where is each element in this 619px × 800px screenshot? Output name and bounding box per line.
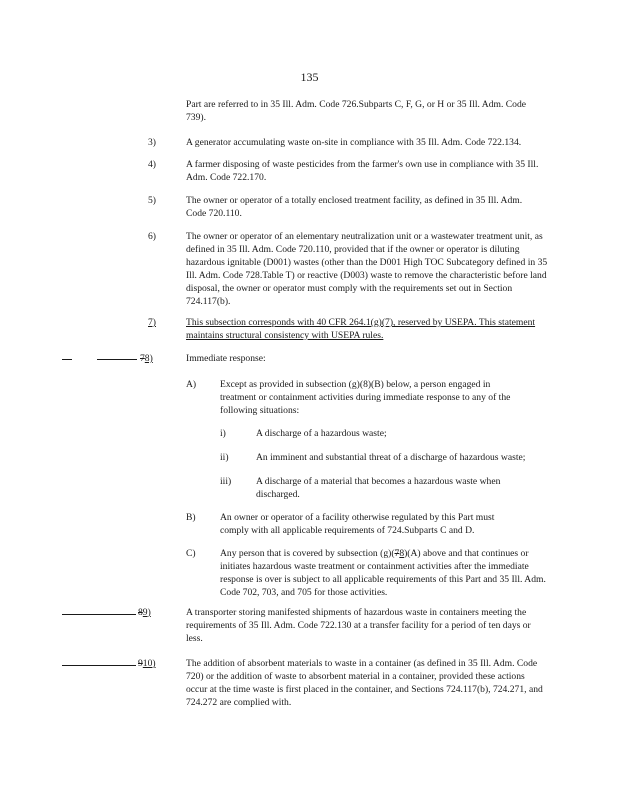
subsubitem-number: ii) (220, 452, 229, 463)
intro-paragraph: Part are referred to in 35 Ill. Adm. Code 726.Subparts C, F, G, or H or 35 Ill. Adm. Code 739). (186, 99, 527, 123)
inserted-number: 8) (144, 353, 153, 364)
item-text: A transporter storing manifested shipments of hazardous waste in containers meeting the requirements of 35 Ill. Adm. Code 722.130 at a transfer facility for a period of ten days or less. (186, 607, 531, 644)
subitem-text: Any person that is covered by subsection (g)(78)(A) above and that continues or initiates hazardous waste treatment or containment activities after the immediate response is over is subject to all applicable requirements of this Part and 35 Ill. Adm. Code 702, 703, and 705 for those activities. (220, 548, 546, 598)
item-number-inserted: 7) (148, 317, 156, 328)
item-number: 5) (148, 195, 156, 206)
subsubitem-text: A discharge of a hazardous waste; (256, 428, 387, 439)
inserted-text: 8 (399, 548, 405, 559)
inserted-number: 9 (142, 607, 148, 618)
item-text: The addition of absorbent materials to waste in a container (as defined in 35 Ill. Adm. Code 720) or the addition of waste to absorbent material in a container, provided these actions occur at the time waste is first placed in the container, and Sections 724.117(b), 724.271, and 724.272 are complied with. (186, 658, 543, 708)
item-text: A generator accumulating waste on-site in compliance with 35 Ill. Adm. Code 722.134. (186, 137, 522, 148)
item-number: 6) (148, 231, 156, 242)
deleted-number: 7 (140, 353, 145, 364)
item-text-inserted: This subsection corresponds with 40 CFR 264.1(g)(7), reserved by USEPA. This statement maintains structural consistency with USEPA rules. (186, 317, 536, 341)
revision-bar (62, 614, 136, 615)
subsubitem-number: i) (220, 428, 226, 439)
inserted-number: 10 (142, 658, 153, 669)
item-number (140, 352, 153, 365)
item-number: 89) (138, 607, 151, 618)
subitem-number: B) (186, 512, 196, 523)
item-text: Immediate response: (186, 353, 266, 364)
item-number: 4) (148, 159, 156, 170)
deleted-text: 7 (394, 548, 400, 559)
subsubitem-text: An imminent and substantial threat of a discharge of hazardous waste; (256, 452, 526, 463)
revision-bar (97, 359, 137, 360)
item-text: A farmer disposing of waste pesticides from the farmer's own use in compliance with 35 Ill. Adm. Code 722.170. (186, 159, 539, 183)
revision-bar (62, 359, 72, 360)
deleted-number: 8 (138, 607, 143, 618)
revision-bar (62, 665, 136, 666)
subsubitem-number: iii) (220, 476, 232, 487)
item-text: The owner or operator of an elementary neutralization unit or a wastewater treatment unit, as defined in 35 Ill. Adm. Code 720.110, provided that if the owner or operator is diluting hazardous ignitable (D001) wastes (other than the D001 High TOC Subcategory defined in 35 Ill. Adm. Code 728.Table T) or reactive (D003) waste to remove the characteristic before land disposal, the owner or operator must comply with the requirements set out in Section 724.117(b). (186, 231, 548, 307)
page-number: 135 (300, 70, 319, 84)
subitem-text: Except as provided in subsection (g)(8)(B) below, a person engaged in treatment or containment activities during immediate response to any of the following situations: (220, 379, 511, 416)
deleted-number: 9 (138, 658, 143, 669)
subitem-text: An owner or operator of a facility otherwise regulated by this Part must comply with all applicable requirements of 724.Subparts C and D. (220, 512, 495, 536)
subitem-number: A) (186, 379, 197, 390)
subsubitem-text: A discharge of a material that becomes a hazardous waste when discharged. (256, 476, 501, 500)
item-number: 910) (138, 658, 156, 669)
item-number: 3) (148, 137, 156, 148)
subitem-number: C) (186, 548, 196, 559)
item-text: The owner or operator of a totally enclosed treatment facility, as defined in 35 Ill. Adm. Code 720.110. (186, 195, 523, 219)
